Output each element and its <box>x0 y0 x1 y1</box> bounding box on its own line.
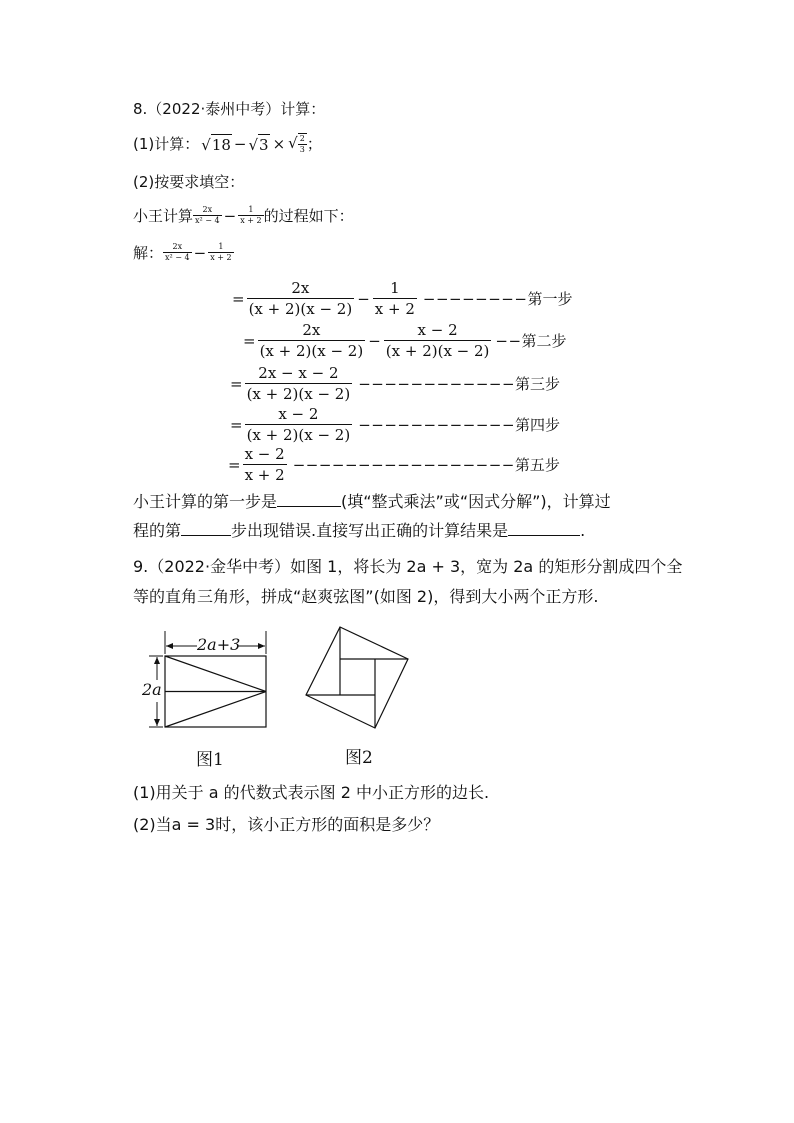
step5-line <box>228 444 560 485</box>
fraction: $\frac{1}{x + 2}$ <box>374 279 415 318</box>
fraction-1-over-xp2: $\frac{1}{x + 2}$ <box>240 205 262 225</box>
sqrt-fraction: √ $\frac{2}{3}$ <box>288 134 305 154</box>
minus-sign: − <box>368 331 381 350</box>
dash-line: −−−−−−−−−−−−−−−−− <box>292 455 515 474</box>
equals-sign: = <box>230 415 243 434</box>
text: 小王计算的第一步是 <box>133 492 278 511</box>
step-label: 第二步 <box>521 331 567 350</box>
solution-label: 解： <box>133 243 164 262</box>
q8-intro-suffix: 的过程如下： <box>263 206 354 225</box>
times-sign: × <box>272 135 286 153</box>
q8-title: 8.（2022·泰州中考）计算： <box>133 100 326 118</box>
dash-line: −−−−−−−−−−−− <box>358 374 516 393</box>
q9-line1: 9.（2022·金华中考）如图 1，将长为 2a + 3，宽为 2a 的矩形分割成四个全 <box>133 557 683 576</box>
fraction: $\frac{2x}{(x + 2)(x - 2)}$ <box>259 321 364 360</box>
q9-part2: (2)当a = 3时，该小正方形的面积是多少？ <box>133 815 440 834</box>
fraction: $\frac{x - 2}{x + 2}$ <box>244 445 285 484</box>
fraction: $\frac{x - 2}{(x + 2)(x - 2)}$ <box>246 405 351 444</box>
figure-1-length-label: 2a+3 <box>197 635 241 654</box>
q8-solution-label <box>133 242 234 263</box>
step-label: 第三步 <box>515 374 561 393</box>
equals-sign: = <box>230 374 243 393</box>
equals-sign: = <box>228 455 241 474</box>
text: 程的第 <box>133 521 182 540</box>
text: (填“整式乘法”或“因式分解”)，计算过 <box>341 492 611 511</box>
fraction-1-over-xp2: $\frac{1}{x + 2}$ <box>210 242 232 262</box>
q8-part1 <box>133 133 322 155</box>
fraction: $\frac{2x}{(x + 2)(x - 2)}$ <box>248 279 353 318</box>
figure-1-caption: 图1 <box>196 750 224 770</box>
q8-question-line1 <box>133 492 611 512</box>
fraction: $\frac{2x - x - 2}{(x + 2)(x - 2)}$ <box>246 364 351 403</box>
equals-sign: = <box>243 331 256 350</box>
minus-sign: − <box>193 243 207 262</box>
equals-sign: = <box>232 289 245 308</box>
dash-line: −− <box>495 331 522 350</box>
step2-line <box>243 320 567 361</box>
figure-2-caption: 图2 <box>345 748 373 768</box>
text: . <box>580 521 586 540</box>
figure-1-width-label: 2a <box>142 680 162 699</box>
q8-intro-prefix: 小王计算 <box>133 206 194 225</box>
sqrt-3: √3 <box>248 135 269 154</box>
step3-line <box>230 363 560 404</box>
answer-blank-3[interactable] <box>508 521 580 536</box>
answer-blank-1[interactable] <box>277 492 341 507</box>
dash-line: −−−−−−−−−−−− <box>358 415 516 434</box>
text: 步出现错误.直接写出正确的计算结果是 <box>231 521 509 540</box>
step4-line <box>230 404 560 445</box>
minus-sign: − <box>357 289 370 308</box>
minus-sign: − <box>233 135 247 153</box>
dash-line: −−−−−−−− <box>422 289 528 308</box>
q8-part1-prefix: (1)计算： <box>133 135 200 153</box>
figure-2-zhao-shuang-diagram <box>300 622 415 734</box>
step-label: 第四步 <box>515 415 561 434</box>
q9-part1: (1)用关于 a 的代数式表示图 2 中小正方形的边长. <box>133 783 490 802</box>
sqrt-18: √18 <box>201 135 231 154</box>
q8-question-line2 <box>133 521 585 541</box>
q8-part1-end: ； <box>306 135 322 153</box>
fraction: $\frac{x - 2}{(x + 2)(x - 2)}$ <box>385 321 490 360</box>
q8-intro <box>133 205 354 226</box>
step-label: 第一步 <box>527 289 573 308</box>
fraction-2x-over-x2m4: $\frac{2x}{\text{x² − 4}}$ <box>195 205 220 225</box>
q9-line2: 等的直角三角形，拼成“赵爽弦图”(如图 2)，得到大小两个正方形. <box>133 587 599 606</box>
q8-part2: (2)按要求填空： <box>133 173 245 191</box>
step1-line <box>232 278 572 319</box>
fraction-2x-over-x2m4: $\frac{2x}{\text{x² − 4}}$ <box>165 242 190 262</box>
step-label: 第五步 <box>514 455 560 474</box>
minus-sign: − <box>223 206 237 225</box>
answer-blank-2[interactable] <box>181 521 231 536</box>
